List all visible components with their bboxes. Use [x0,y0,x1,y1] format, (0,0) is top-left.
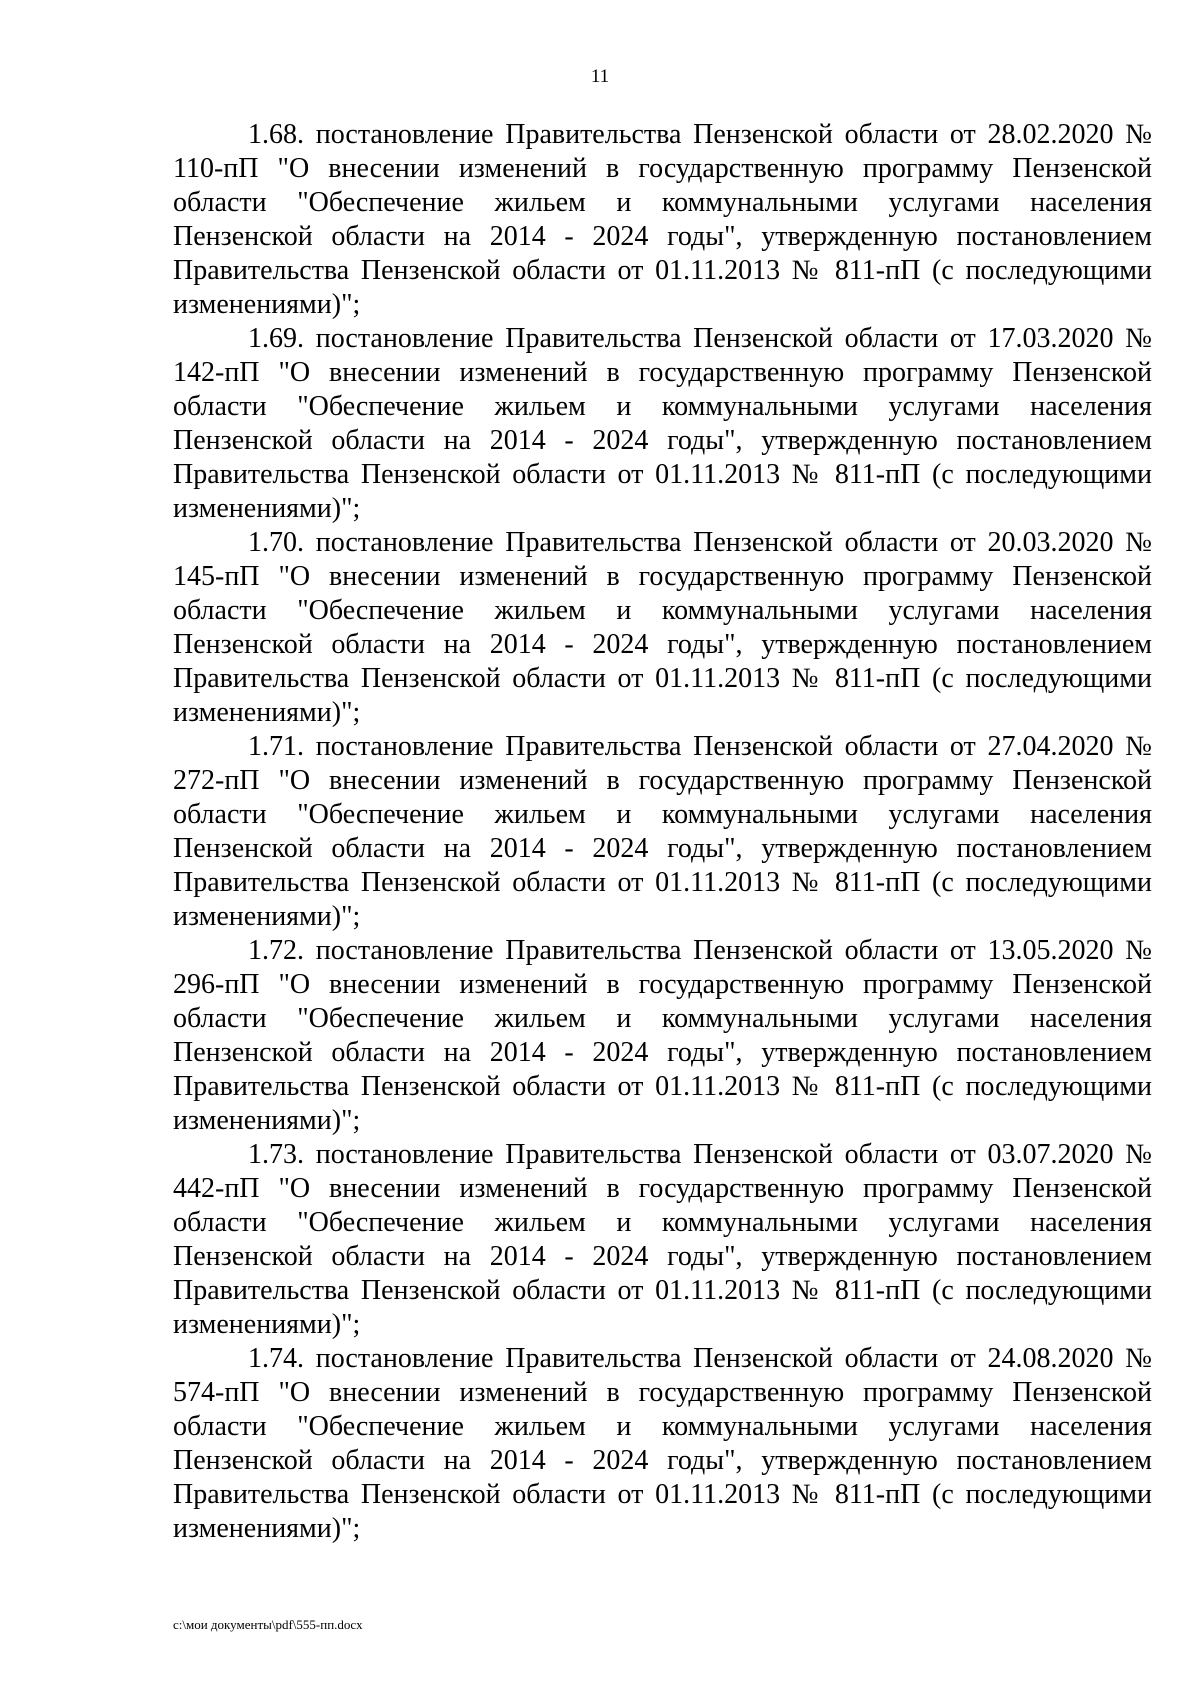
document-body [173,118,1152,1546]
list-item: 1.70. постановление Правительства Пензенской области от 20.03.2020 № 145-пП "О внесении изменений в государственную программу Пензенской области "Обеспечение жильем и коммунальными услугами населения Пензенской области на 2014 - 2024 годы", утвержденную постановлением Правительства Пензенской области от 01.11.2013 № 811-пП (с последующими изменениями)"; [173,527,1152,728]
list-item: 1.71. постановление Правительства Пензенской области от 27.04.2020 № 272-пП "О внесении изменений в государственную программу Пензенской области "Обеспечение жильем и коммунальными услугами населения Пензенской области на 2014 - 2024 годы", утвержденную постановлением Правительства Пензенской области от 01.11.2013 № 811-пП (с последующими изменениями)"; [173,731,1152,932]
list-item: 1.72. постановление Правительства Пензенской области от 13.05.2020 № 296-пП "О внесении изменений в государственную программу Пензенской области "Обеспечение жильем и коммунальными услугами населения Пензенской области на 2014 - 2024 годы", утвержденную постановлением Правительства Пензенской области от 01.11.2013 № 811-пП (с последующими изменениями)"; [173,935,1152,1136]
list-item: 1.73. постановление Правительства Пензенской области от 03.07.2020 № 442-пП "О внесении изменений в государственную программу Пензенской области "Обеспечение жильем и коммунальными услугами населения Пензенской области на 2014 - 2024 годы", утвержденную постановлением Правительства Пензенской области от 01.11.2013 № 811-пП (с последующими изменениями)"; [173,1139,1152,1340]
footer-file-path: c:\мои документы\pdf\555-пп.docx [173,1617,363,1632]
list-item: 1.69. постановление Правительства Пензенской области от 17.03.2020 № 142-пП "О внесении изменений в государственную программу Пензенской области "Обеспечение жильем и коммунальными услугами населения Пензенской области на 2014 - 2024 годы", утвержденную постановлением Правительства Пензенской области от 01.11.2013 № 811-пП (с последующими изменениями)"; [173,323,1152,524]
page-number: 11 [590,66,610,87]
list-item: 1.74. постановление Правительства Пензенской области от 24.08.2020 № 574-пП "О внесении изменений в государственную программу Пензенской области "Обеспечение жильем и коммунальными услугами населения Пензенской области на 2014 - 2024 годы", утвержденную постановлением Правительства Пензенской области от 01.11.2013 № 811-пП (с последующими изменениями)"; [173,1343,1152,1544]
list-item: 1.68. постановление Правительства Пензенской области от 28.02.2020 № 110-пП "О внесении изменений в государственную программу Пензенской области "Обеспечение жильем и коммунальными услугами населения Пензенской области на 2014 - 2024 годы", утвержденную постановлением Правительства Пензенской области от 01.11.2013 № 811-пП (с последующими изменениями)"; [173,119,1152,320]
